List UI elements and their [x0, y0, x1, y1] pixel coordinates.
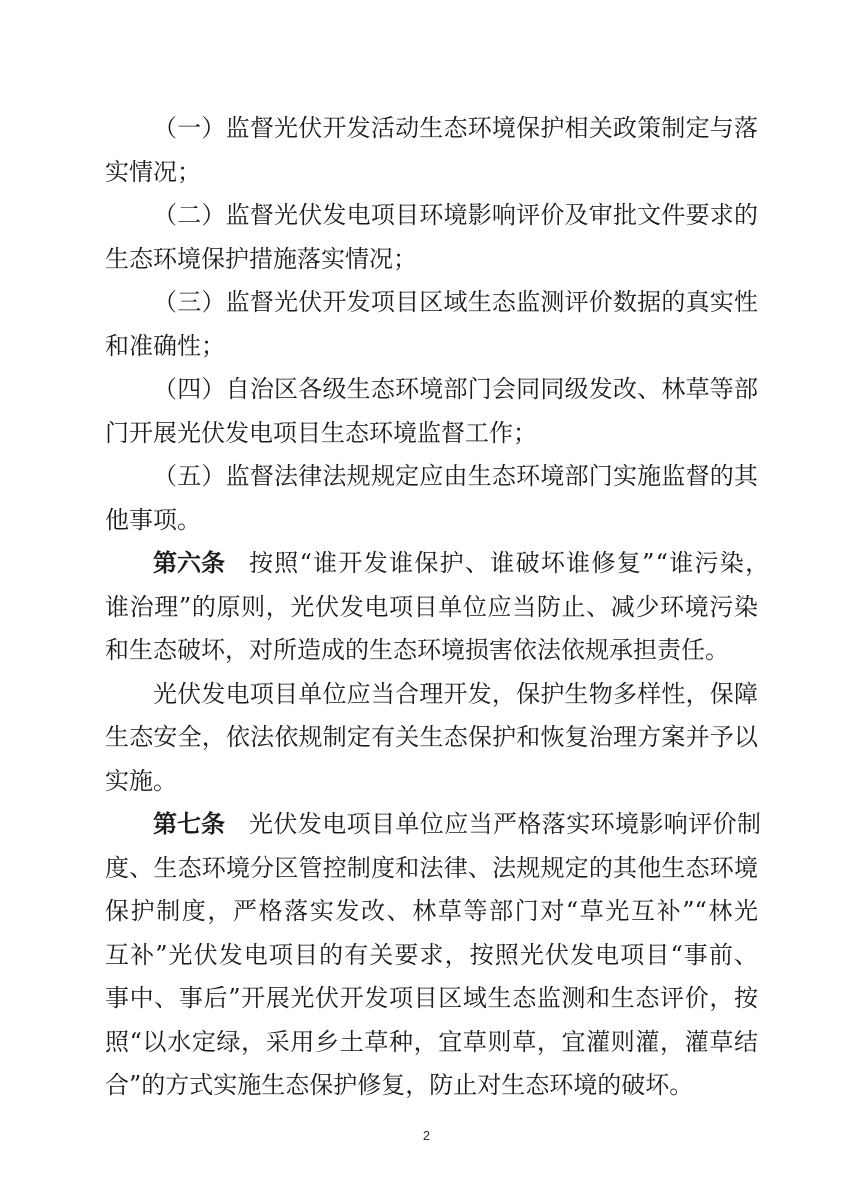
- article-6-line-2: 谁治理”的原则，光伏发电项目单位应当防止、减少环境污染: [105, 593, 758, 621]
- article-6-first-line: [153, 543, 771, 583]
- article-7-line-5: 事中、事后”开展光伏开发项目区域生态监测和生态评价，按: [105, 984, 758, 1012]
- clause-2-line-2: 生态环境保护措施落实情况；: [105, 245, 417, 273]
- paragraph-line-3: 实施。: [105, 767, 177, 795]
- paragraph-line-1: 光伏发电项目单位应当合理开发，保护生物多样性，保障: [153, 680, 758, 708]
- clause-3-line-1: （三）监督光伏开发项目区域生态监测评价数据的真实性: [153, 288, 758, 316]
- clause-1-line-2: 实情况；: [105, 158, 201, 186]
- article-6-text: 按照“谁开发谁保护、谁破坏谁修复”“谁污染，: [249, 549, 771, 577]
- article-7-heading: 第七条: [153, 810, 225, 838]
- clause-3-line-2: 和准确性；: [105, 332, 225, 360]
- article-7-first-line: [153, 804, 762, 844]
- article-6-heading: 第六条: [153, 549, 225, 577]
- clause-5-line-1: （五）监督法律法规规定应由生态环境部门实施监督的其: [153, 462, 758, 490]
- article-7-text: 光伏发电项目单位应当严格落实环境影响评价制: [249, 810, 762, 838]
- article-7-line-6: 照“以水定绿，采用乡土草种，宜草则草，宜灌则灌，灌草结: [105, 1028, 758, 1056]
- page-number: 2: [422, 1128, 431, 1143]
- clause-4-line-2: 门开展光伏发电项目生态环境监督工作；: [105, 419, 537, 447]
- clause-4-line-1: （四）自治区各级生态环境部门会同同级发改、林草等部: [153, 375, 758, 403]
- article-7-line-7: 合”的方式实施生态保护修复，防止对生态环境的破坏。: [105, 1071, 694, 1099]
- paragraph-line-2: 生态安全，依法依规制定有关生态保护和恢复治理方案并予以: [105, 723, 758, 751]
- article-6-line-3: 和生态破坏，对所造成的生态环境损害依法依规承担责任。: [105, 636, 729, 664]
- clause-2-line-1: （二）监督光伏发电项目环境影响评价及审批文件要求的: [153, 201, 758, 229]
- article-7-line-4: 互补”光伏发电项目的有关要求，按照光伏发电项目“事前、: [105, 941, 758, 969]
- clause-5-line-2: 他事项。: [105, 506, 201, 534]
- article-7-line-3: 保护制度，严格落实发改、林草等部门对“草光互补”“林光: [105, 897, 758, 925]
- clause-1-line-1: （一）监督光伏开发活动生态环境保护相关政策制定与落: [153, 114, 758, 142]
- article-7-line-2: 度、生态环境分区管控制度和法律、法规规定的其他生态环境: [105, 854, 758, 882]
